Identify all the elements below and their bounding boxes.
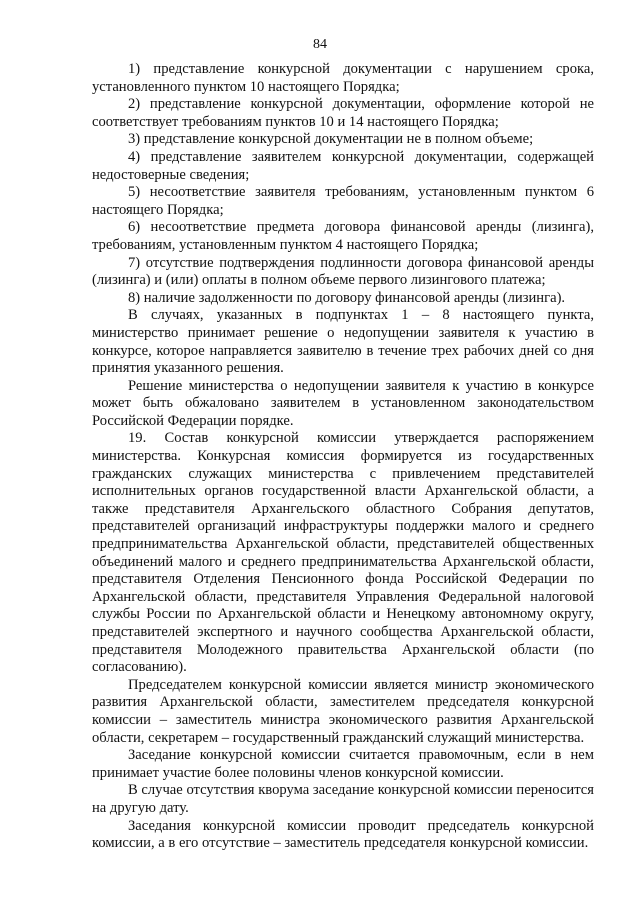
list-item-5: 5) несоответствие заявителя требованиям, установленным пунктом 6 настоящего Порядка; <box>92 184 594 218</box>
paragraph-no-quorum: В случае отсутствия кворума заседание конкурсной комиссии переносится на другую дату. <box>92 782 594 816</box>
list-item-6: 6) несоответствие предмета договора финансовой аренды (лизинга), требованиям, установленным пунктом 4 настоящего Порядка; <box>92 219 594 253</box>
list-item-2: 2) представление конкурсной документации, оформление которой не соответствует требованиям пунктов 10 и 14 настоящего Порядка; <box>92 96 594 130</box>
list-item-1: 1) представление конкурсной документации с нарушением срока, установленного пунктом 10 настоящего Порядка; <box>92 61 594 95</box>
list-item-8: 8) наличие задолженности по договору финансовой аренды (лизинга). <box>128 289 566 306</box>
paragraph-meeting-chair: Заседания конкурсной комиссии проводит председатель конкурсной комиссии, а в его отсутствие – заместитель председателя конкурсной комиссии. <box>92 817 594 852</box>
page-number: 84 <box>313 37 327 52</box>
paragraph-commission-chair: Председателем конкурсной комиссии является министр экономического развития Архангельской области, заместителем председателя конкурсной комиссии – заместитель министра экономического развития Архангельской области, секретарем – государственный гражданский служащий министерства. <box>92 676 594 746</box>
paragraph-commission-composition: 19. Состав конкурсной комиссии утверждается распоряжением министерства. Конкурсная комиссия формируется из государственных гражданских служащих министерства с привлечением представителей исполнительных органов государственной власти Архангельской области, а также представителя Архангельского областного Собрания депутатов, представителей организаций инфраструктуры поддержки малого и среднего предпринимательства Архангельской области, представителей общественных объединений малого и среднего предпринимательства Архангельской области, представителя Отделения Пенсионного фонда Российской Федерации по Архангельской области, представителя Управления Федеральной налоговой службы России по Архангельской области и Ненецкому автономному округу, представителей экспертного и научного сообщества Архангельской области, представителя Молодежного правительства Архангельской области (по согласованию). <box>92 430 594 676</box>
list-item-7: 7) отсутствие подтверждения подлинности договора финансовой аренды (лизинга) и (или) оплаты в полном объеме первого лизингового платежа; <box>92 254 594 289</box>
paragraph-appeal: Решение министерства о недопущении заявителя к участию в конкурсе может быть обжаловано заявителем в установленном законодательством Российской Федерации порядке. <box>92 377 594 429</box>
list-item-4: 4) представление заявителем конкурсной документации, содержащей недостоверные сведения; <box>92 148 594 183</box>
document-body <box>92 61 594 853</box>
paragraph-quorum: Заседание конкурсной комиссии считается правомочным, если в нем принимает участие более половины членов конкурсной комиссии. <box>92 747 594 781</box>
list-item-3: 3) представление конкурсной документации не в полном объеме; <box>128 131 534 148</box>
paragraph-rejection-decision: В случаях, указанных в подпунктах 1 – 8 настоящего пункта, министерство принимает решение о недопущении заявителя к участию в конкурсе, которое направляется заявителю в течение трех рабочих дней со дня принятия указанного решения. <box>92 307 594 377</box>
